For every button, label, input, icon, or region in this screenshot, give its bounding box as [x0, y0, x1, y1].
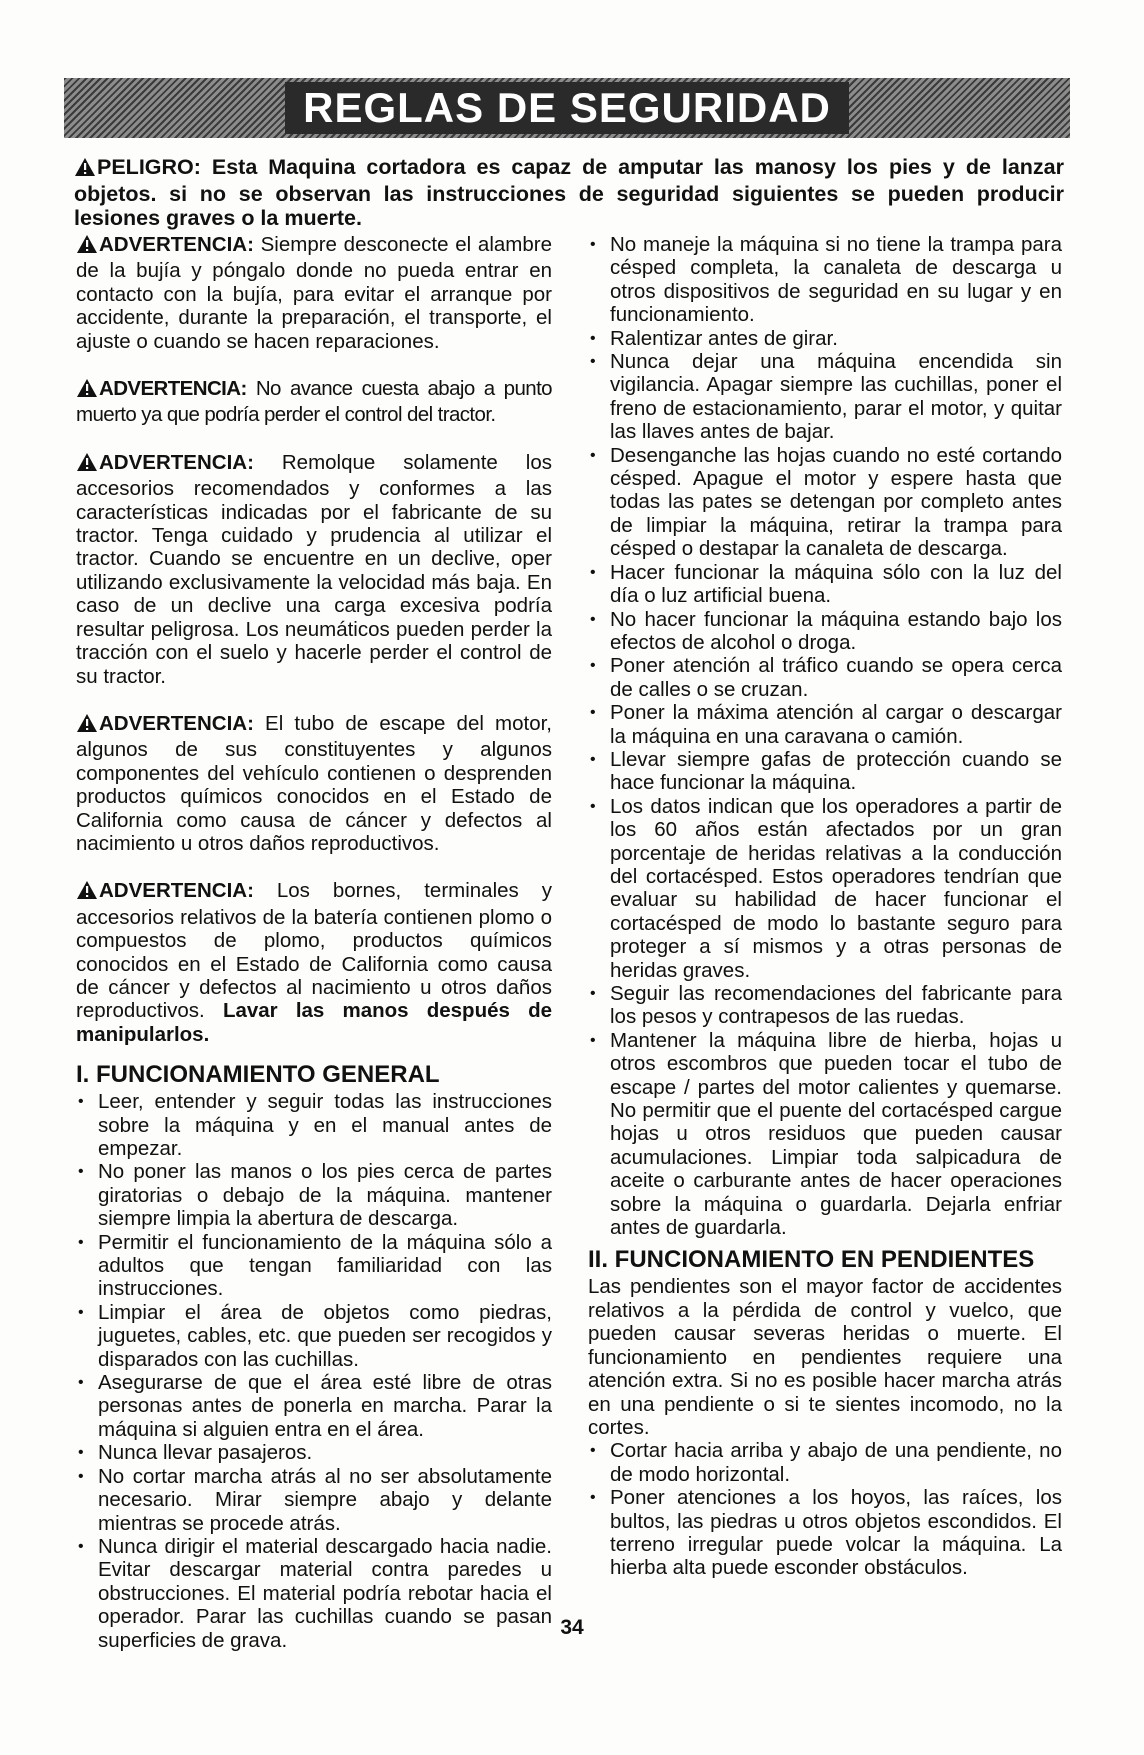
- warning-text: Los bornes, terminales y accesorios relativos de la batería contienen plomo o compuestos de plomo, productos químicos conocidos en el Estado de California como causa de cáncer y defectos al nacimiento u otros daños reproductivos.: [76, 879, 552, 1023]
- warning-label: ADVERTENCIA:: [99, 450, 254, 474]
- warning-bold-text: Lavar las manos después de manipularlos.: [76, 999, 553, 1046]
- warning-triangle-icon: [76, 378, 98, 403]
- title-banner: [64, 78, 1070, 138]
- list-item: • Ralentizar antes de girar.: [588, 327, 1062, 350]
- list-item: • Nunca dirigir el material descargado hacia nadie. Evitar descargar material contra paredes u obstrucciones. El material podría rebotar hacia el operador. Parar las cuchillas cuando se pasan superficies de grava.: [76, 1535, 552, 1652]
- warning-label: ADVERTENCIA:: [99, 711, 254, 735]
- list-item: • Los datos indican que los operadores a partir de los 60 años están afectados por un gran porcentaje de heridas relativas a la conducción del cortacésped. Estos operadores tendrían que evaluar su habilidad de hacer funcionar el cortacésped de modo lo bastante seguro para proteger a sí mismos y a otras personas de heridas graves.: [588, 795, 1062, 982]
- list-item: • No cortar marcha atrás al no ser absolutamente necesario. Mirar siempre abajo y delante mientras se procede atrás.: [76, 1465, 552, 1535]
- warning-paragraph: [76, 233, 552, 353]
- list-item: • Leer, entender y seguir todas las instrucciones sobre la máquina y en el manual antes de empezar.: [76, 1090, 552, 1160]
- list-item: • Desenganche las hojas cuando no esté cortando césped. Apague el motor y espere hasta que todas las pates se detengan por completo antes de limpiar la máquina, retirar la trampa para césped o destapar la canaleta de descarga.: [588, 444, 1062, 561]
- list-item: • Asegurarse de que el área esté libre de otras personas antes de ponerla en marcha. Parar la máquina si alguien entra en el área.: [76, 1371, 552, 1441]
- section-title-slopes: II. FUNCIONAMIENTO EN PENDIENTES: [588, 1246, 1035, 1274]
- danger-text: Esta Maquina cortadora es capaz de amputar las manosy los pies y de lanzar objetos. si no se observan las instrucciones de seguridad siguientes se pueden producir lesiones graves o la muerte.: [74, 155, 1064, 230]
- danger-label: PELIGRO:: [97, 155, 201, 179]
- danger-notice: [74, 155, 1064, 230]
- list-item: • Nunca llevar pasajeros.: [76, 1441, 552, 1464]
- warning-text: Siempre desconecte el alambre de la bujía y póngalo donde no pueda entrar en contacto con la bujía, para evitar el arranque por accidente, durante la preparación, el transporte, el ajuste o cuando se hacen reparaciones.: [76, 233, 552, 353]
- list-item: • Poner atención al tráfico cuando se opera cerca de calles o se cruzan.: [588, 654, 1062, 701]
- warning-paragraph: [76, 451, 552, 688]
- list-item: • Hacer funcionar la máquina sólo con la luz del día o luz artificial buena.: [588, 561, 1062, 608]
- section-intro: Las pendientes son el mayor factor de accidentes relativos a la pérdida de control y vuelco, que pueden causar severas heridas o muerte. El funcionamiento en pendientes requiere una atención extra. Si no es posible hacer marcha atrás en una pendiente o si te sientes incomodo, no la cortes.: [588, 1275, 1062, 1439]
- list-item: • Permitir el funcionamiento de la máquina sólo a adultos que tengan familiaridad con las instrucciones.: [76, 1231, 552, 1301]
- section-title-general: I. FUNCIONAMIENTO GENERAL: [76, 1061, 440, 1089]
- warning-text: No avance cuesta abajo a punto muerto ya que podría perder el control del tractor.: [76, 377, 552, 427]
- list-item: • Llevar siempre gafas de protección cuando se hace funcionar la máquina.: [588, 748, 1062, 795]
- warning-paragraph: [76, 712, 552, 855]
- warning-label: ADVERTENCIA:: [99, 879, 254, 903]
- list-item: • Nunca dejar una máquina encendida sin vigilancia. Apagar siempre las cuchillas, poner el freno de estacionamiento, parar el motor, y quitar las llaves antes de bajar.: [588, 350, 1062, 444]
- list-item: • Poner atenciones a los hoyos, las raíces, los bultos, las piedras u otros objetos escondidos. El terreno irregular puede volcar la máquina. La hierba alta puede esconder obstáculos.: [588, 1486, 1062, 1580]
- list-item: • Mantener la máquina libre de hierba, hojas u otros escombros que pueden tocar el tubo de escape / partes del motor calientes y quemarse. No permitir que el puente del cortacésped cargue hojas u otros residuos que pueden causar acumulaciones. Limpiar toda salpicadura de aceite o carburante antes de hacer operaciones sobre la máquina o guardarla. Dejarla enfriar antes de guardarla.: [588, 1029, 1062, 1240]
- warning-label: ADVERTENCIA:: [99, 233, 254, 256]
- page-title: REGLAS DE SEGURIDAD: [285, 82, 849, 134]
- warning-triangle-icon: [74, 157, 96, 182]
- warning-triangle-icon: [76, 713, 98, 738]
- warning-triangle-icon: [76, 234, 98, 259]
- list-item: • Poner la máxima atención al cargar o descargar la máquina en una caravana o camión.: [588, 701, 1062, 748]
- list-item: • No maneje la máquina si no tiene la trampa para césped completa, la canaleta de descarga u otros dispositivos de seguridad en su lugar y en funcionamiento.: [588, 233, 1062, 327]
- list-item: • No poner las manos o los pies cerca de partes giratorias o debajo de la máquina. mantener siempre limpia la abertura de descarga.: [76, 1160, 552, 1230]
- list-item: • Cortar hacia arriba y abajo de una pendiente, no de modo horizontal.: [588, 1439, 1062, 1486]
- page-number: 34: [560, 1616, 584, 1639]
- left-column: [76, 233, 552, 1652]
- warning-text: Remolque solamente los accesorios recomendados y conformes a las características indicadas por el fabricante de su tractor. Tenga cuidado y prudencia al utilizar el tractor. Cuando se encuentre en un declive, oper utilizando exclusivamente la velocidad más baja. En caso de un declive una carga excesiva podría resultar peligrosa. Los neumáticos pueden perder la tracción con el suelo y hacerle perder el control de su tractor.: [76, 450, 552, 688]
- warning-triangle-icon: [76, 452, 98, 477]
- warning-triangle-icon: [76, 880, 98, 905]
- list-item: • No hacer funcionar la máquina estando bajo los efectos de alcohol o droga.: [588, 608, 1062, 655]
- list-item: • Seguir las recomendaciones del fabricante para los pesos y contrapesos de las ruedas.: [588, 982, 1062, 1029]
- list-item: • Limpiar el área de objetos como piedras, juguetes, cables, etc. que pueden ser recogidos y disparados con las cuchillas.: [76, 1301, 552, 1371]
- warning-text: El tubo de escape del motor, algunos de sus constituyentes y algunos componentes del vehículo contienen o desprenden productos químicos conocidos en el Estado de California como causa de cáncer y defectos al nacimiento u otros daños reproductivos.: [76, 711, 552, 855]
- warning-paragraph: [76, 879, 552, 1046]
- warning-paragraph: [76, 377, 552, 427]
- warning-label: ADVERTENCIA:: [99, 377, 247, 401]
- right-column: [588, 233, 1062, 1580]
